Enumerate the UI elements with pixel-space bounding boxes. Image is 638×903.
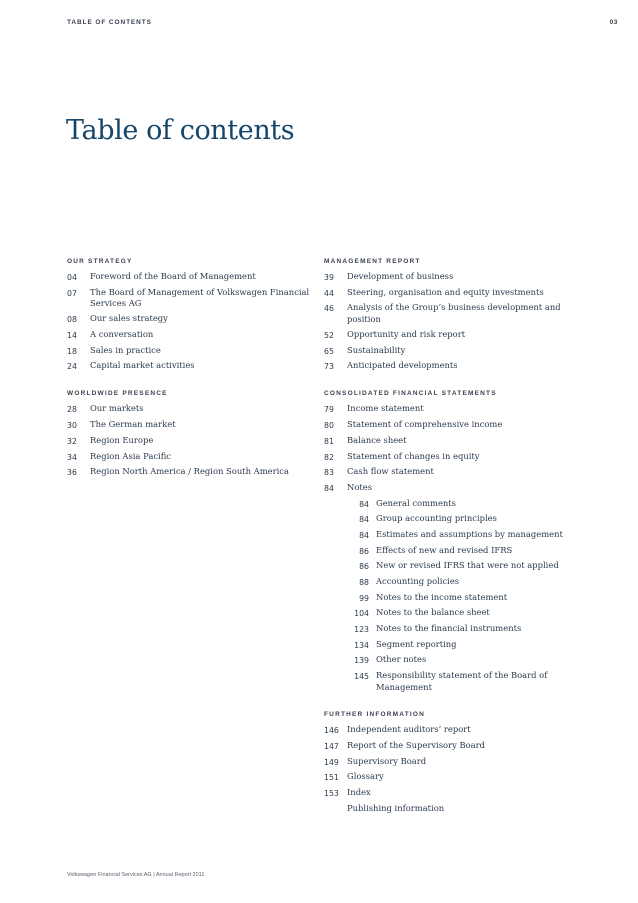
- toc-entry[interactable]: [324, 271, 569, 283]
- sub-entry-title: Notes to the income statement: [376, 591, 508, 602]
- entry-title: A conversation: [90, 329, 154, 340]
- entry-title: Publishing information: [347, 802, 445, 813]
- sub-entry-title: Notes to the financial instruments: [376, 623, 522, 634]
- toc-left-column: [67, 256, 312, 494]
- toc-entry[interactable]: [67, 466, 312, 478]
- toc-entry[interactable]: [67, 271, 312, 283]
- entry-title: Report of the Supervisory Board: [347, 739, 486, 750]
- entry-page-number: 28: [67, 405, 77, 415]
- toc-entry[interactable]: [67, 451, 312, 463]
- entry-title: Development of business: [347, 271, 454, 281]
- toc-entry[interactable]: [324, 403, 569, 415]
- page-footer: Volkswagen Financial Services AG | Annual Report 2011: [67, 872, 205, 878]
- entry-title: Cash flow statement: [347, 466, 434, 477]
- toc-entry[interactable]: [324, 466, 569, 478]
- entry-page-number: 146: [324, 726, 339, 736]
- toc-entry[interactable]: [67, 435, 312, 447]
- toc-entry[interactable]: [67, 313, 312, 325]
- entry-page-number: 44: [324, 288, 334, 298]
- entry-page-number: 151: [324, 773, 339, 783]
- entry-page-number: 52: [324, 331, 334, 341]
- toc-sub-entry[interactable]: [347, 560, 569, 572]
- entry-page-number: 07: [67, 288, 77, 298]
- toc-sub-entry[interactable]: [347, 498, 569, 510]
- entry-title: Analysis of the Group’s business development and position: [347, 302, 561, 324]
- section-heading: OUR STRATEGY: [67, 258, 133, 265]
- section-heading: FURTHER INFORMATION: [324, 711, 426, 719]
- toc-section: [324, 388, 569, 693]
- entry-page-number: 46: [324, 304, 334, 314]
- entry-page-number: 32: [67, 436, 77, 446]
- entry-title: Foreword of the Board of Management: [90, 271, 256, 281]
- toc-section: [67, 388, 312, 478]
- entry-title: Our markets: [90, 403, 144, 414]
- entry-title: Anticipated developments: [347, 360, 458, 371]
- toc-right-column: [324, 256, 569, 830]
- entry-title: Supervisory Board: [347, 755, 427, 766]
- sub-entry-page-number: 123: [354, 625, 369, 635]
- entry-page-number: 83: [324, 468, 334, 478]
- sub-entry-title: Accounting policies: [376, 576, 460, 586]
- sub-entry-title: Segment reporting: [376, 638, 457, 649]
- entry-page-number: 84: [324, 483, 334, 493]
- toc-entry[interactable]: [324, 724, 569, 736]
- entry-title: Notes: [347, 481, 372, 492]
- toc-sub-entry[interactable]: [347, 654, 569, 666]
- sub-entry-title: Other notes: [376, 654, 427, 665]
- toc-sub-entry[interactable]: [347, 592, 569, 604]
- toc-entry[interactable]: [324, 803, 569, 815]
- entry-page-number: 08: [67, 315, 77, 325]
- entry-page-number: 73: [324, 362, 334, 372]
- sub-entry-page-number: 86: [359, 562, 369, 572]
- entry-page-number: 82: [324, 452, 334, 462]
- running-header: [67, 19, 618, 31]
- toc-sub-entry[interactable]: [347, 529, 569, 541]
- toc-entry[interactable]: [67, 287, 312, 310]
- toc-entry[interactable]: [67, 360, 312, 372]
- sub-entry-title: New or revised IFRS that were not applied: [376, 560, 559, 571]
- sub-entry-title: Group accounting principles: [376, 513, 497, 524]
- toc-entry[interactable]: [67, 419, 312, 431]
- toc-sub-entry[interactable]: [347, 670, 569, 693]
- entry-title: Sustainability: [347, 344, 406, 355]
- toc-section: [324, 256, 569, 372]
- toc-entry[interactable]: [324, 302, 569, 325]
- sub-entry-list: [347, 498, 569, 694]
- toc-entry[interactable]: [324, 787, 569, 799]
- entry-title: Glossary: [347, 771, 384, 782]
- toc-entry[interactable]: [324, 345, 569, 357]
- toc-entry[interactable]: [324, 329, 569, 341]
- entry-page-number: 24: [67, 362, 77, 372]
- entry-title: Statement of changes in equity: [347, 450, 480, 461]
- toc-entry[interactable]: [324, 740, 569, 752]
- toc-sub-entry[interactable]: [347, 513, 569, 525]
- toc-entry[interactable]: [324, 482, 569, 494]
- sub-entry-page-number: 86: [359, 546, 369, 556]
- entry-page-number: 30: [67, 421, 77, 431]
- entry-page-number: 04: [67, 273, 77, 282]
- sub-entry-page-number: 99: [359, 593, 369, 603]
- entry-title: The German market: [90, 419, 176, 430]
- sub-entry-title: Effects of new and revised IFRS: [376, 544, 513, 555]
- toc-sub-entry[interactable]: [347, 607, 569, 619]
- entry-page-number: 81: [324, 436, 334, 446]
- toc-entry[interactable]: [67, 403, 312, 415]
- section-heading: WORLDWIDE PRESENCE: [67, 390, 168, 398]
- entry-page-number: 34: [67, 452, 77, 462]
- entry-page-number: 14: [67, 331, 77, 341]
- entry-title: Our sales strategy: [90, 313, 168, 324]
- page-title: Table of contents: [66, 115, 295, 146]
- section-heading: MANAGEMENT REPORT: [324, 258, 421, 265]
- section-heading: CONSOLIDATED FINANCIAL STATEMENTS: [324, 390, 497, 398]
- toc-entry[interactable]: [67, 329, 312, 341]
- entry-page-number: 39: [324, 273, 334, 282]
- entry-page-number: 153: [324, 788, 339, 798]
- sub-entry-page-number: 84: [359, 530, 369, 540]
- sub-entry-page-number: 145: [354, 672, 369, 682]
- toc-section: [324, 709, 569, 814]
- sub-entry-page-number: 88: [359, 578, 369, 587]
- sub-entry-page-number: 134: [354, 640, 369, 650]
- sub-entry-page-number: 84: [359, 499, 369, 509]
- entry-page-number: 65: [324, 346, 334, 356]
- entry-page-number: 80: [324, 421, 334, 431]
- entry-title: Independent auditors’ report: [347, 724, 471, 735]
- entry-page-number: 18: [67, 346, 77, 356]
- toc-section: [67, 256, 312, 372]
- entry-title: The Board of Management of Volkswagen Financial Services AG: [90, 286, 310, 309]
- running-title: TABLE OF CONTENTS: [67, 19, 152, 26]
- entry-page-number: 149: [324, 757, 339, 767]
- toc-entry[interactable]: [324, 287, 569, 299]
- entry-title: Capital market activities: [90, 360, 195, 371]
- toc-sub-entry[interactable]: [347, 545, 569, 557]
- sub-entry-title: Estimates and assumptions by management: [376, 528, 563, 539]
- sub-entry-page-number: 104: [354, 609, 369, 619]
- entry-page-number: [324, 803, 347, 804]
- toc-entry[interactable]: [324, 771, 569, 783]
- sub-entry-title: Notes to the balance sheet: [376, 607, 490, 618]
- entry-title: Region Asia Pacific: [90, 450, 171, 461]
- toc-sub-entry[interactable]: [347, 576, 569, 588]
- sub-entry-page-number: 84: [359, 515, 369, 525]
- sub-entry-title: General comments: [376, 497, 456, 508]
- toc-entry[interactable]: [324, 435, 569, 447]
- sub-entry-title: Responsibility statement of the Board of Management: [376, 670, 548, 692]
- entry-title: Opportunity and risk report: [347, 329, 466, 340]
- toc-entry[interactable]: [67, 345, 312, 357]
- entry-title: Income statement: [347, 403, 424, 414]
- toc-sub-entry[interactable]: [347, 623, 569, 635]
- toc-entry[interactable]: [324, 360, 569, 372]
- toc-entry[interactable]: [324, 756, 569, 768]
- entry-title: Index: [347, 786, 371, 797]
- toc-entry[interactable]: [324, 419, 569, 431]
- entry-page-number: 79: [324, 405, 334, 415]
- entry-title: Region Europe: [90, 434, 154, 445]
- entry-title: Sales in practice: [90, 344, 161, 355]
- toc-entry[interactable]: [324, 451, 569, 463]
- entry-title: Balance sheet: [347, 434, 407, 445]
- toc-sub-entry[interactable]: [347, 639, 569, 651]
- entry-title: Steering, organisation and equity investments: [347, 286, 544, 297]
- entry-page-number: 36: [67, 468, 77, 478]
- sub-entry-page-number: 139: [354, 656, 369, 666]
- entry-title: Region North America / Region South America: [90, 466, 289, 477]
- page-number: 03: [609, 19, 618, 26]
- entry-title: Statement of comprehensive income: [347, 419, 503, 430]
- entry-page-number: 147: [324, 741, 339, 751]
